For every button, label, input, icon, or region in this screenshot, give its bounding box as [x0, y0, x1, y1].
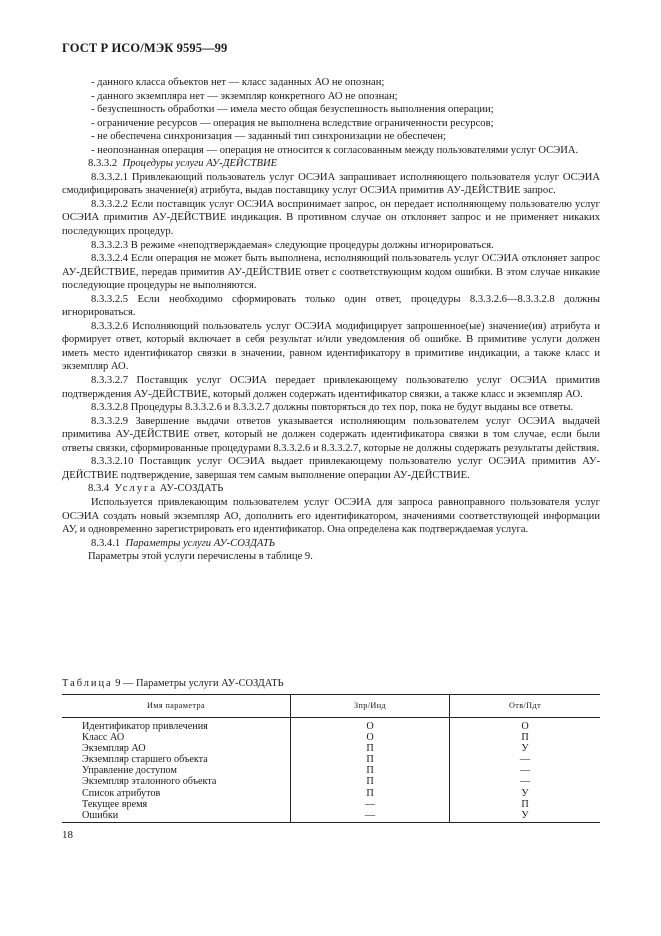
section-title: АУ-СОЗДАТЬ	[159, 483, 224, 495]
page-number: 18	[62, 829, 73, 841]
error-item: - данного класса объектов нет — класс заданных АО не опознан;	[91, 77, 385, 88]
table-row	[62, 732, 600, 743]
table-cell: П	[291, 743, 450, 754]
table-cell: П	[291, 776, 450, 787]
column-header: Отв/Пдт	[450, 695, 601, 718]
table-cell: У	[450, 810, 601, 823]
section-number: 8.3.3.2	[88, 158, 118, 170]
paragraph: 8.3.3.2.7 Поставщик услуг ОСЭИА передает привлекающему пользователю услуг ОСЭИА примитив подтверждения АУ-ДЕЙСТВИЕ, который должен содержать идентификатор связки, а также класс и экземпляр АО.	[62, 375, 600, 400]
paragraph: 8.3.3.2.5 Если необходимо сформировать только один ответ, процедуры 8.3.3.2.6—8.3.3.2.8 должны игнорироваться.	[62, 293, 600, 319]
paragraph: 8.3.3.2.6 Исполняющий пользователь услуг ОСЭИА модифицирует запрошенное(ые) значение(ия) атрибута и формирует ответ, который включает в себя результат и/или уведомления об ошибке. В примитиве услуги должен иметь место идентификатор связки в значении, равном идентификатору в примитиве индикации, а также класс и экземпляр АО.	[62, 320, 600, 373]
error-item: - ограничение ресурсов — операция не выполнена вследствие ограниченности ресурсов;	[91, 117, 494, 129]
table-cell: П	[291, 788, 450, 799]
section-heading-8332	[62, 157, 600, 171]
paragraph: 8.3.3.2.10 Поставщик услуг ОСЭИА выдает привлекающему пользователю услуг ОСЭИА примитив АУ-ДЕЙСТВИЕ подтверждение, завершая тем самым выполнение операции АУ-ДЕЙСТВИЕ.	[62, 456, 600, 481]
paragraph: 8.3.3.2.4 Если операция не может быть выполнена, исполняющий пользователь услуг ОСЭИА отклоняет запрос АУ-ДЕЙСТВИЕ, передав примитив АУ-ДЕЙСТВИЕ ответ с соответствующим кодом ошибки. В этом случае никакие последующие процедуры не выполняются.	[62, 253, 600, 292]
document-body	[62, 76, 600, 564]
error-item: - неопознанная операция — операция не относится к согласованным между пользователями услуг ОСЭИА.	[91, 144, 579, 156]
error-item: - не обеспечена синхронизация — заданный тип синхронизации не обеспечен;	[91, 131, 446, 143]
paragraph: 8.3.3.2.1 Привлекающий пользователь услуг ОСЭИА запрашивает исполняющего пользователя услуг ОСЭИА смодифицировать значение(я) атрибута, выдав поставщику услуг ОСЭИА примитив АУ-ДЕЙСТВИЕ запрос.	[62, 171, 600, 197]
column-header: Имя параметра	[62, 695, 291, 718]
table-cell: Идентификатор привлечения	[82, 721, 208, 732]
paragraph: Параметры этой услуги перечислены в таблице 9.	[88, 551, 313, 563]
table-row	[62, 765, 600, 776]
table-row	[62, 743, 600, 754]
parameters-table	[62, 694, 600, 823]
paragraph: 8.3.3.2.2 Если поставщик услуг ОСЭИА воспринимает запрос, он передает исполняющему пользователю услуг ОСЭИА примитив АУ-ДЕЙСТВИЕ индикация. В противном случае он отклоняет запрос и не применяет никаких последующих процедур.	[62, 198, 600, 238]
error-item: - безуспешность обработки — имела место общая безуспешность выполнения операции;	[91, 104, 494, 116]
section-number: 8.3.4	[88, 483, 110, 495]
table-cell: —	[291, 810, 450, 823]
paragraph: Используется привлекающим пользователем услуг ОСЭИА для запроса равноправного пользователя услуг ОСЭИА создать новый экземпляр АО, дополнить его идентификатором, значениями соответствующей информации АУ, и одновременно зарегистрировать его идентификатор. Она определена как подтверждаемая услуга.	[62, 496, 600, 536]
column-header: Зпр/Инд	[291, 695, 450, 718]
section-label: Услуга	[114, 483, 158, 495]
table-cell: Список атрибутов	[82, 787, 161, 799]
section-title: Процедуры услуги АУ-ДЕЙСТВИЕ	[122, 158, 278, 170]
table-row	[62, 799, 600, 810]
section-heading-834	[62, 482, 600, 496]
section-title: Параметры услуги АУ-СОЗДАТЬ	[125, 537, 276, 549]
table-row	[62, 754, 600, 765]
table-cell: Класс АО	[82, 732, 125, 744]
table-cell: П	[450, 732, 601, 743]
paragraph: 8.3.3.2.9 Завершение выдачи ответов указывается исполняющим пользователем услуг ОСЭИА выдачей примитива АУ-ДЕЙСТВИЕ ответ, который не должен содержать идентификатора связки в том случае, если были ответы связки, сформированные процедурами 8.3.3.2.6 и 8.3.3.2.7, которые не должны содержать результаты действия.	[62, 415, 600, 454]
section-heading-8341	[62, 537, 600, 551]
table-header-row	[62, 695, 600, 718]
table-cell: О	[291, 732, 450, 743]
table-row	[62, 718, 600, 733]
table-cell: У	[450, 788, 601, 799]
table-caption-label: Таблица	[62, 678, 113, 689]
table-cell: П	[291, 754, 450, 765]
table-row	[62, 788, 600, 799]
table-cell: Экземпляр АО	[82, 743, 146, 755]
table-cell: П	[450, 799, 601, 810]
table-cell: О	[291, 718, 450, 733]
table-caption	[62, 678, 284, 689]
error-item: - данного экземпляра нет — экземпляр конкретного АО не опознан;	[91, 90, 398, 102]
table-cell: —	[450, 776, 601, 787]
paragraph: 8.3.3.2.3 В режиме «неподтверждаемая» следующие процедуры должны игнорироваться.	[91, 239, 494, 251]
table-cell: У	[450, 743, 601, 754]
paragraph: 8.3.3.2.8 Процедуры 8.3.3.2.6 и 8.3.3.2.7 должны повторяться до тех пор, пока не будут выданы все ответы.	[91, 402, 574, 414]
table-cell: Ошибки	[62, 810, 291, 823]
table-row	[62, 776, 600, 787]
document-header: ГОСТ Р ИСО/МЭК 9595—99	[62, 41, 228, 55]
table-cell: Текущее время	[82, 798, 148, 810]
section-number: 8.3.4.1	[91, 537, 121, 549]
table-cell: П	[291, 765, 450, 776]
table-row	[62, 810, 600, 823]
table-cell: Экземпляр эталонного объекта	[82, 776, 217, 788]
table-cell: —	[291, 799, 450, 810]
table-cell: —	[450, 754, 601, 765]
table-cell: О	[450, 718, 601, 733]
table-cell: —	[450, 765, 601, 776]
table-cell: Экземпляр старшего объекта	[82, 754, 208, 766]
table-cell: Управление доступом	[82, 765, 177, 777]
table-caption-text: 9 — Параметры услуги АУ-СОЗДАТЬ	[115, 678, 284, 689]
